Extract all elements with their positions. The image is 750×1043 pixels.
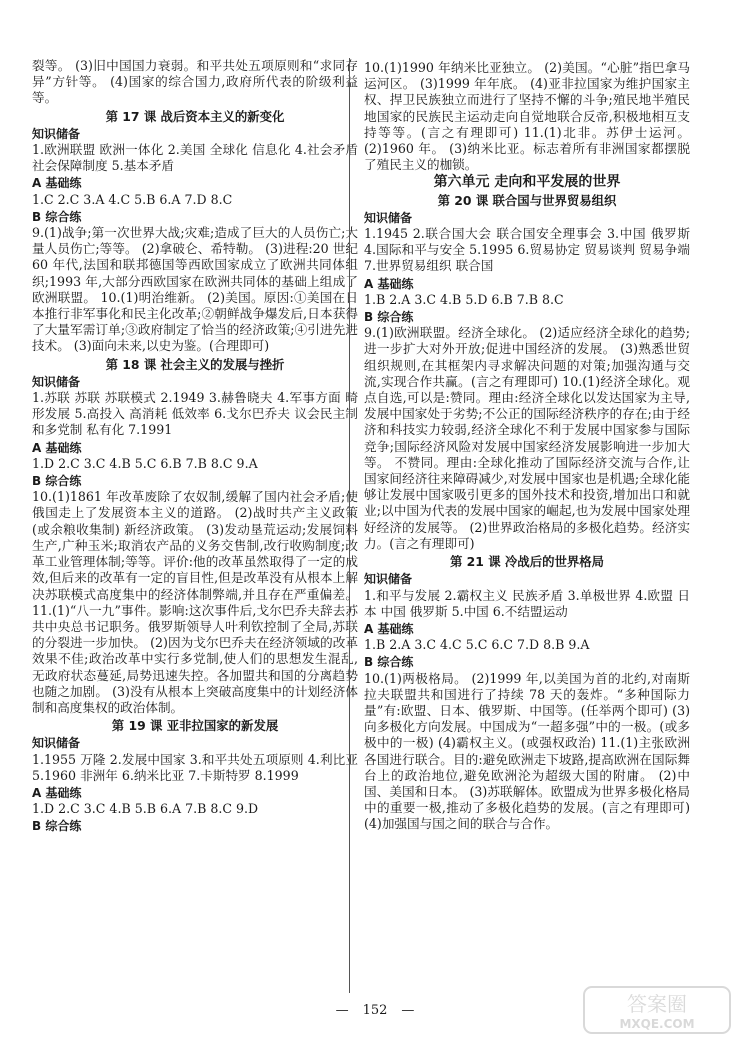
lesson-17-comprehensive-answers: 9.(1)战争;第一次世界大战;灾难;造成了巨大的人员伤亡;大量人员伤亡;等等。 (2)拿破仑、希特勒。 (3)进程:20 世纪 60 年代,法国和联邦德国等西欧国家成立了欧洲共同体组织;1993 年,大部分西欧国家在欧洲共同体的基础上组成了欧洲联盟。 10.(1)明治维新。 (2)美国。原因:①美国在日本推行非军事化和民主化改革;②朝鲜战争爆发后,日本获得了大量军需订单;③政府制定了恰当的经济政策;④引进先进技术。 (3)面向未来,以史为鉴。(合理即可): [32, 225, 358, 354]
lesson-18-comprehensive-heading: B 综合练: [32, 474, 82, 489]
lesson-21-basic-heading: A 基础练: [364, 621, 414, 636]
right-column: [364, 60, 690, 833]
lesson-19-knowledge: 1.1955 万隆 2.发展中国家 3.和平共处五项原则 4.利比亚 5.1960 非洲年 6.纳米比亚 7.卡斯特罗 8.1999: [32, 751, 358, 783]
lesson-18-title: 第 18 课 社会主义的发展与挫折: [105, 356, 285, 372]
lesson-20-basic-answers: 1.B 2.A 3.C 4.B 5.D 6.B 7.B 8.C: [364, 291, 564, 307]
lesson-21-knowledge-heading: 知识储备: [364, 572, 413, 587]
column-divider: [349, 58, 350, 993]
lesson-19-basic-answers: 1.D 2.C 3.C 4.B 5.B 6.A 7.B 8.C 9.D: [32, 801, 259, 817]
lesson-19-knowledge-heading: 知识储备: [32, 736, 81, 751]
watermark-cn-text: 答案圈: [627, 992, 687, 1016]
lesson-17-knowledge-heading: 知识储备: [32, 126, 81, 141]
lesson-20-comprehensive-answers: 9.(1)欧洲联盟。经济全球化。 (2)适应经济全球化的趋势;进一步扩大对外开放;促进中国经济的发展。 (3)熟悉世贸组织规则,在其框架内寻求解决问题的对策;加强沟通与交流,实现合作共赢。(言之有理即可) 10.(1)经济全球化。观点自选,可以是:赞同。理由:经济全球化以发达国家为主导,发展中国家处于劣势;不公正的国际经济秩序的存在;由于经济和科技实力较弱,经济全球化不利于发展中国家参与国际竞争;国际经济风险对发展中国家经济发展影响进一步加大等。 不赞同。理由:全球化推动了国际经济交流与合作,让国家间经济往来障碍减少,对发展中国家也是机遇;全球化能够让发展中国家吸引更多的国外技术和投资,增加出口和就业;以中国为代表的发展中国家的崛起,也为发展中国家处理好经济的发展等。 (2)世界政治格局的多极化趋势。经济实力。(言之有理即可): [364, 325, 690, 551]
page-number-value: 152: [362, 1003, 388, 1018]
lesson-17-basic-answers: 1.C 2.C 3.A 4.C 5.B 6.A 7.D 8.C: [32, 191, 233, 207]
lesson-18-comprehensive-answers: 10.(1)1861 年改革废除了农奴制,缓解了国内社会矛盾;使俄国走上了发展资本主义的道路。 (2)战时共产主义政策(或余粮收集制) 新经济政策。 (3)发动垦荒运动;发展饲料生产,广种玉米;取消农产品的义务交售制,改行收购制度;改革工业管理体制;等等。评价:他的改革虽然取得了一定的成效,但后来的改革有一定的盲目性,但是改革没有从根本上解决苏联模式高度集中的经济体制弊端,并且存在严重偏差。 11.(1)“八一九”事件。影响:这次事件后,戈尔巴乔夫辞去苏共中央总书记职务。俄罗斯领导人叶利钦控制了全局,苏联的分裂进一步加快。 (2)因为戈尔巴乔夫在经济领域的改革效果不佳;政治改革中实行多党制,使人们的思想发生混乱,无政府状态蔓延,局势迅速失控。各加盟共和国的分离趋势也随之加剧。 (3)没有从根本上突破高度集中的计划经济体制和高度集权的政治体制。: [32, 489, 358, 715]
lesson-21-comprehensive-heading: B 综合练: [364, 655, 414, 670]
lesson-18-basic-heading: A 基础练: [32, 440, 82, 455]
lesson-20-knowledge-heading: 知识储备: [364, 210, 413, 225]
watermark-en-text: MXQE.COM: [619, 1017, 695, 1031]
lesson-21-knowledge: 1.和平与发展 2.霸权主义 民族矛盾 3.单极世界 4.欧盟 日本 中国 俄罗斯 5.中国 6.不结盟运动: [364, 587, 690, 619]
lesson-19-comprehensive-answers: 10.(1)1990 年纳米比亚独立。 (2)美国。“心脏”指巴拿马运河区。 (3)1999 年年底。 (4)亚非拉国家为维护国家主权、捍卫民族独立而进行了坚持不懈的斗争;殖民地半殖民地国家的民族民主运动走向自觉地联合反帝,积极地相互支持等等。(言之有理即可) 11.(1)北非。苏伊士运河。 (2)1960 年。 (3)纳米比亚。标志着所有非洲国家都摆脱了殖民主义的枷锁。: [364, 60, 690, 173]
lesson-19-basic-heading: A 基础练: [32, 785, 82, 800]
watermark-logo-icon: [582, 985, 732, 1035]
lesson-17-title: 第 17 课 战后资本主义的新变化: [105, 108, 285, 124]
lesson-18-knowledge: 1.苏联 苏联 苏联模式 2.1949 3.赫鲁晓夫 4.军事方面 畸形发展 5.高投入 高消耗 低效率 6.戈尔巴乔夫 议会民主制和多党制 私有化 7.1991: [32, 390, 358, 438]
left-column: [32, 58, 358, 835]
lesson-20-knowledge: 1.1945 2.联合国大会 联合国安全理事会 3.中国 俄罗斯 4.国际和平与安全 5.1995 6.贸易协定 贸易谈判 贸易争端 7.世界贸易组织 联合国: [364, 226, 690, 274]
continued-answer: 裂等。 (3)旧中国国力衰弱。和平共处五项原则和“求同存异”方针等。 (4)国家的综合国力,政府所代表的阶级利益等。: [32, 58, 358, 106]
lesson-20-basic-heading: A 基础练: [364, 276, 414, 291]
lesson-19-title: 第 19 课 亚非拉国家的新发展: [111, 718, 279, 734]
lesson-17-comprehensive-heading: B 综合练: [32, 209, 82, 224]
lesson-19-comprehensive-heading: B 综合练: [32, 819, 82, 834]
lesson-17-knowledge: 1.欧洲联盟 欧洲一体化 2.美国 全球化 信息化 4.社会矛盾 社会保障制度 5.基本矛盾: [32, 142, 358, 174]
page-number: — 152 —: [335, 1003, 415, 1018]
lesson-20-title: 第 20 课 联合国与世界贸易组织: [437, 192, 617, 208]
lesson-21-basic-answers: 1.B 2.A 3.C 4.C 5.C 6.C 7.D 8.B 9.A: [364, 637, 590, 653]
lesson-18-knowledge-heading: 知识储备: [32, 374, 81, 389]
lesson-17-basic-heading: A 基础练: [32, 176, 82, 191]
lesson-21-title: 第 21 课 冷战后的世界格局: [449, 554, 605, 570]
lesson-21-comprehensive-answers: 10.(1)两极格局。 (2)1999 年,以美国为首的北约,对南斯拉夫联盟共和国进行了持续 78 天的轰炸。“多种国际力量”有:欧盟、日本、俄罗斯、中国等。(任举两个即可) (3)向多极化方向发展。中国成为“一超多强”中的一极。(或多极中的一极) (4)霸权主义。(或强权政治) 11.(1)主张欧洲各国进行联合。目的:避免欧洲走下坡路,提高欧洲在国际舞台上的政治地位,避免欧洲沦为超级大国的附庸。 (2)中国、美国和日本。 (3)苏联解体。欧盟成为世界多极化格局中的重要一极,推动了多极化趋势的发展。(言之有理即可) (4)加强国与国之间的联合与合作。: [364, 670, 690, 832]
lesson-18-basic-answers: 1.D 2.C 3.C 4.B 5.C 6.B 7.B 8.C 9.A: [32, 455, 258, 471]
lesson-20-comprehensive-heading: B 综合练: [364, 310, 414, 325]
unit-6-title: 第六单元 走向和平发展的世界: [433, 174, 621, 191]
